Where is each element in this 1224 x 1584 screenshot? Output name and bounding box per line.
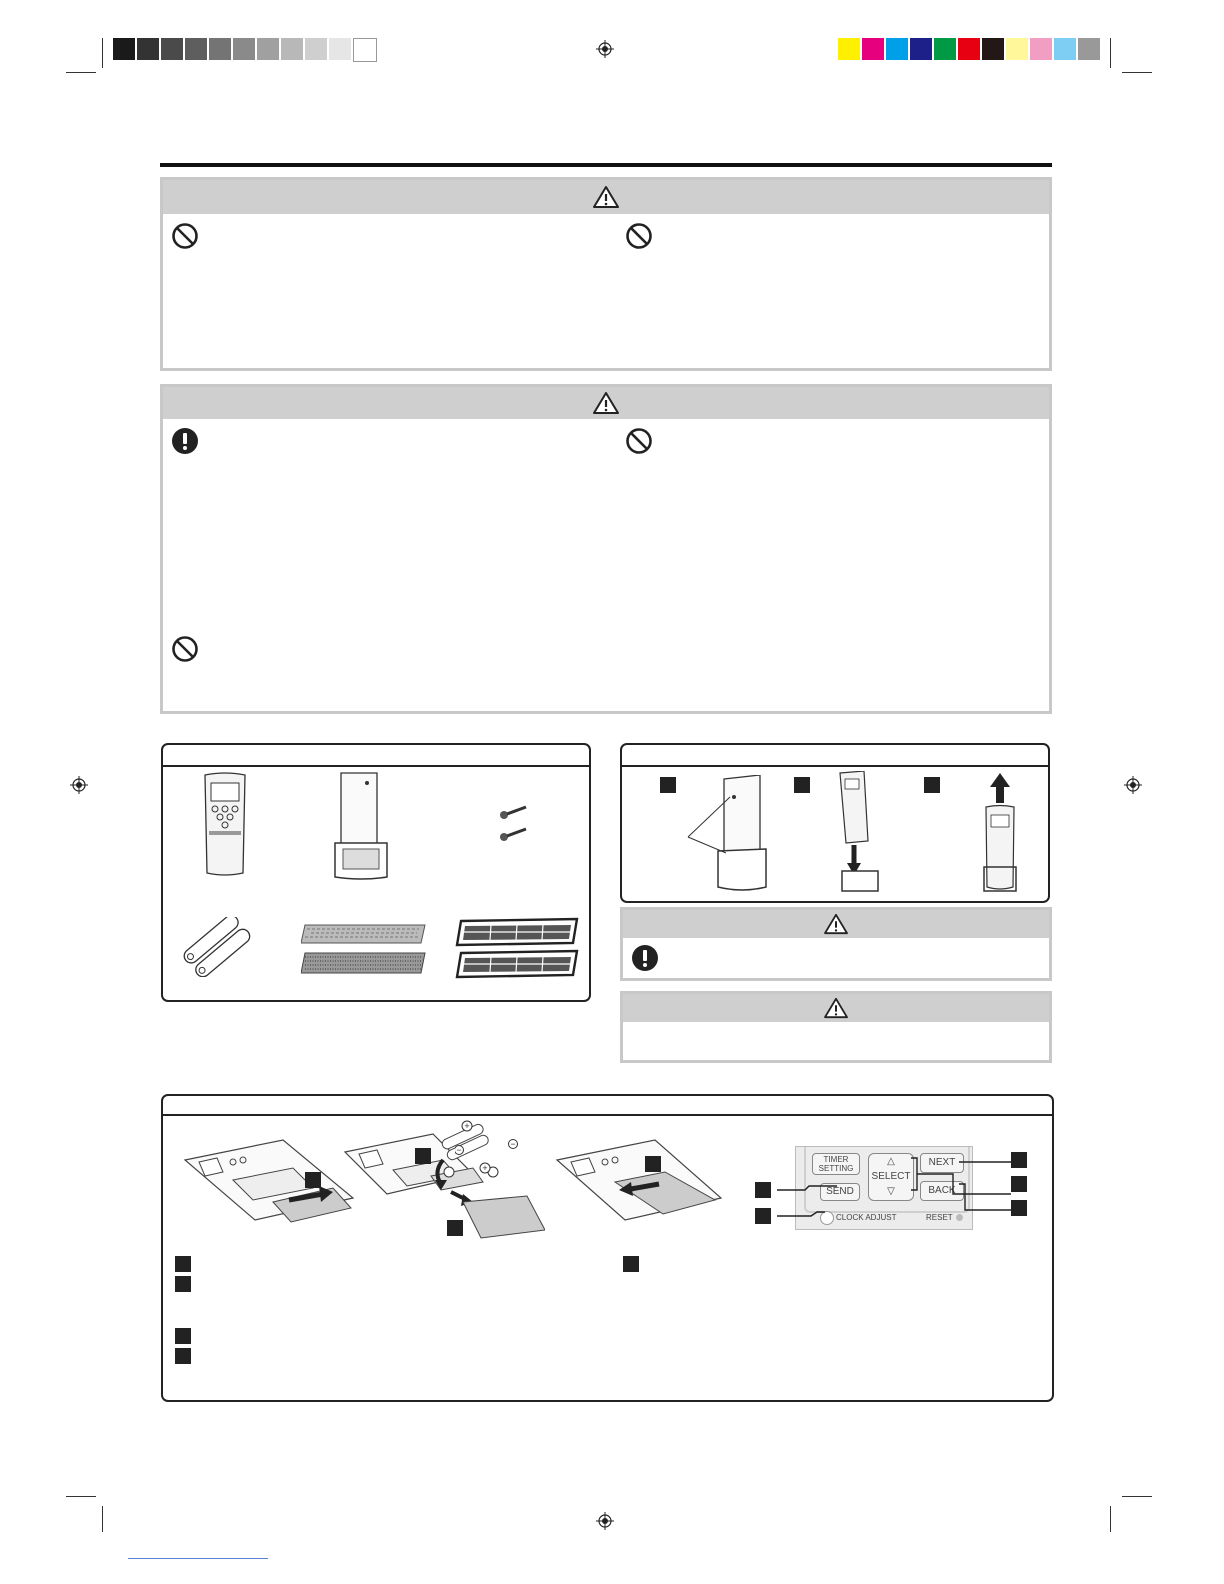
registration-mark-icon (1124, 776, 1142, 794)
warning-triangle-icon (823, 997, 849, 1019)
color-swatch (1054, 38, 1076, 60)
select-up-icon[interactable]: △ (887, 1156, 895, 1167)
accessories-header-rule (163, 765, 589, 767)
crop-mark (102, 1506, 103, 1532)
holder-screwing-illustration (686, 775, 770, 895)
instruction-marker-5 (623, 1256, 639, 1272)
batteries-illustration (179, 917, 261, 977)
prohibition-icon (171, 635, 199, 663)
registration-mark-icon (596, 40, 614, 58)
next-label: NEXT (928, 1157, 956, 1168)
link-underline (128, 1558, 268, 1559)
prohibition-icon (625, 427, 653, 455)
holder-header-rule (622, 765, 1048, 767)
crop-mark (66, 1496, 96, 1497)
air-filter-illustration (455, 917, 581, 981)
select-down-icon[interactable]: ▽ (887, 1186, 895, 1197)
instruction-marker-4 (175, 1348, 191, 1364)
color-swatch (910, 38, 932, 60)
gray-swatch (281, 38, 303, 60)
remote-control-illustration (201, 771, 249, 879)
instruction-marker-2 (175, 1276, 191, 1292)
warning-triangle-icon (592, 391, 620, 415)
step-number-2-marker (794, 777, 810, 793)
warning-triangle-icon (592, 185, 620, 209)
gray-swatch (257, 38, 279, 60)
battery-header-rule (163, 1114, 1052, 1116)
instruction-marker-3 (175, 1328, 191, 1344)
battery-minus-sign: − (510, 1139, 516, 1149)
caution-box-header (163, 387, 1049, 419)
remove-remote-illustration (978, 771, 1022, 895)
battery-polarity-marks (455, 1116, 521, 1176)
warning-box-header (163, 180, 1049, 214)
gray-swatch (185, 38, 207, 60)
color-swatch (886, 38, 908, 60)
crop-mark (1110, 1506, 1111, 1532)
reset-label: RESET (926, 1213, 953, 1222)
battery-step-2b-marker (447, 1220, 463, 1236)
clock-adjust-label: CLOCK ADJUST (836, 1213, 897, 1222)
mandatory-action-icon (631, 944, 659, 972)
color-swatch (982, 38, 1004, 60)
holder-caution-header (623, 910, 1049, 938)
registration-mark-icon (70, 776, 88, 794)
close-battery-cover-illustration (555, 1136, 723, 1240)
remote-holder-illustration (331, 769, 395, 883)
warning-triangle-icon (823, 913, 849, 935)
callout-marker-select (1011, 1176, 1027, 1192)
battery-loading-box (161, 1094, 1054, 1402)
gray-swatch (233, 38, 255, 60)
send-label: SEND (826, 1186, 854, 1197)
accessories-box (161, 743, 591, 1002)
gray-swatch (353, 38, 377, 62)
holder-installation-box (620, 743, 1050, 903)
callout-marker-clock (755, 1208, 771, 1224)
holder-caution-box (620, 907, 1052, 981)
step-number-3-marker (924, 777, 940, 793)
gray-swatch (161, 38, 183, 60)
insert-remote-illustration (834, 771, 886, 893)
registration-mark-icon (596, 1512, 614, 1530)
battery-caution-header (623, 994, 1049, 1022)
crop-mark (1122, 72, 1152, 73)
button-callout-lines (753, 1146, 1033, 1236)
color-swatch (958, 38, 980, 60)
battery-step-1-marker (305, 1172, 321, 1188)
color-swatch (1030, 38, 1052, 60)
color-swatch (838, 38, 860, 60)
caution-box (160, 384, 1052, 714)
battery-plus-sign: + (464, 1121, 470, 1131)
page-top-rule (160, 163, 1052, 167)
callout-marker-next (1011, 1152, 1027, 1168)
mandatory-action-icon (171, 427, 199, 455)
screws-illustration (498, 805, 532, 845)
air-cleaning-filter-illustration (301, 923, 429, 977)
callout-marker-send (755, 1182, 771, 1198)
crop-mark (66, 72, 96, 73)
step-number-1-marker (660, 777, 676, 793)
gray-swatch (137, 38, 159, 60)
instruction-marker-1 (175, 1256, 191, 1272)
color-swatch (1006, 38, 1028, 60)
timer-setting-line-1: TIMER (823, 1155, 849, 1164)
prohibition-icon (625, 222, 653, 250)
open-battery-cover-illustration (183, 1136, 355, 1240)
battery-plus-sign: + (482, 1163, 488, 1173)
back-label: BACK (928, 1185, 956, 1196)
color-swatch (862, 38, 884, 60)
color-swatch (934, 38, 956, 60)
color-swatch (1078, 38, 1100, 60)
battery-step-3-marker (645, 1156, 661, 1172)
battery-caution-box (620, 991, 1052, 1063)
battery-minus-sign: − (456, 1145, 462, 1155)
crop-mark (1110, 38, 1111, 68)
gray-swatch (209, 38, 231, 60)
gray-swatch (329, 38, 351, 60)
select-label: SELECT (871, 1171, 911, 1182)
gray-swatch (113, 38, 135, 60)
timer-setting-line-2: SETTING (818, 1164, 854, 1173)
battery-step-2-marker (415, 1148, 431, 1164)
prohibition-icon (171, 222, 199, 250)
callout-marker-back (1011, 1200, 1027, 1216)
gray-swatch (305, 38, 327, 60)
crop-mark (1122, 1496, 1152, 1497)
warning-box (160, 177, 1052, 371)
crop-mark (102, 38, 103, 68)
